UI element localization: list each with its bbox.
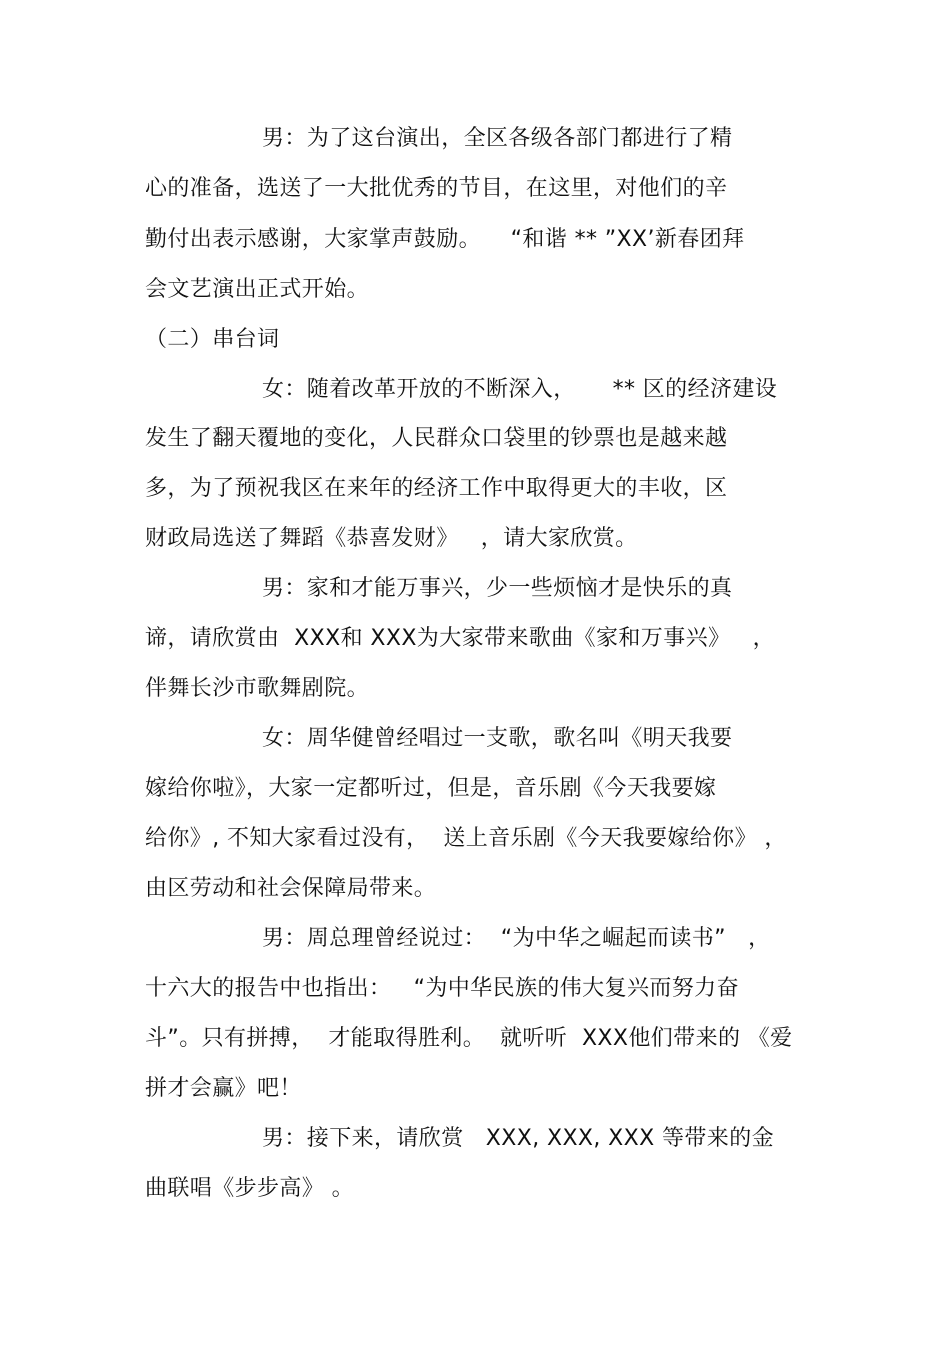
text-line: 女：随着改革开放的不断深入， ** 区的经济建设 <box>262 377 778 402</box>
text-line: 谛，请欣赏由 XXX和 XXX为大家带来歌曲《家和万事兴》 ， <box>145 626 775 651</box>
text-line: 发生了翻天覆地的变化，人民群众口袋里的钞票也是越来越 <box>145 426 728 451</box>
text-line: 心的准备，选送了一大批优秀的节目，在这里，对他们的辛 <box>145 176 728 201</box>
text-line: 给你》, 不知大家看过没有， 送上音乐剧《今天我要嫁给你》 ， <box>145 826 787 851</box>
text-line: 男：周总理曾经说过： “为中华之崛起而读书” ， <box>262 926 771 951</box>
text-line: 由区劳动和社会保障局带来。 <box>145 876 437 901</box>
text-line: 伴舞长沙市歌舞剧院。 <box>145 676 370 701</box>
text-line: 会文艺演出正式开始。 <box>145 277 370 302</box>
text-line: 拼才会赢》吧！ <box>145 1076 302 1101</box>
text-line: 男：为了这台演出，全区各级各部门都进行了精 <box>262 126 733 151</box>
text-line: 勤付出表示感谢，大家掌声鼓励。 “和谐 ** ”XX’新春团拜 <box>145 227 745 252</box>
text-line: 多，为了预祝我区在来年的经济工作中取得更大的丰收，区 <box>145 476 728 501</box>
text-line: 斗”。只有拼搏， 才能取得胜利。 就听听 XXX他们带来的 《爱 <box>145 1026 793 1051</box>
text-line: 男：接下来，请欣赏 XXX, XXX, XXX 等带来的金 <box>262 1126 774 1151</box>
text-line: 嫁给你啦》，大家一定都听过，但是，音乐剧《今天我要嫁 <box>145 776 717 801</box>
text-line: 女：周华健曾经唱过一支歌，歌名叫《明天我要 <box>262 726 733 751</box>
text-line: 曲联唱《步步高》 。 <box>145 1176 354 1201</box>
text-line: 十六大的报告中也指出： “为中华民族的伟大复兴而努力奋 <box>145 976 739 1001</box>
text-line: 男：家和才能万事兴，少一些烦恼才是快乐的真 <box>262 576 733 601</box>
text-line: 财政局选送了舞蹈《恭喜发财》 ，请大家欣赏。 <box>145 526 638 551</box>
section-heading: （二）串台词 <box>145 327 280 352</box>
